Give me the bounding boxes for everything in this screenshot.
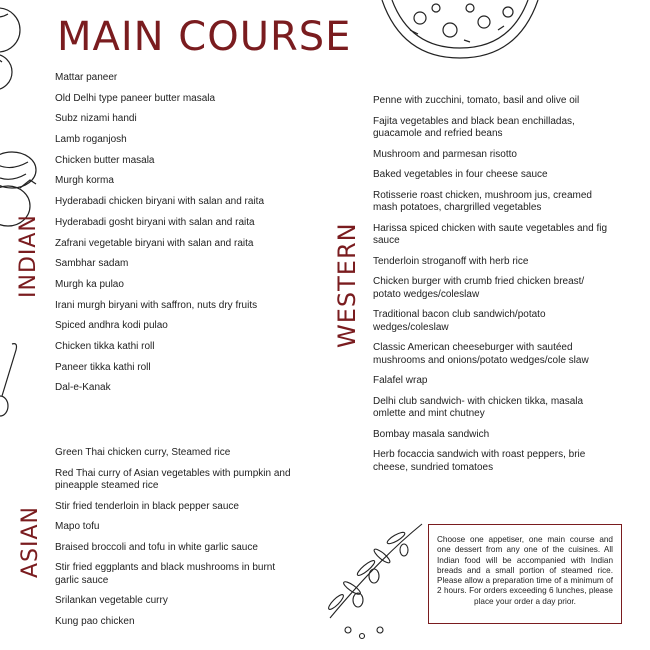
list-item: Chicken butter masala — [55, 154, 155, 166]
list-item: Braised broccoli and tofu in white garlic sauce — [55, 541, 258, 553]
list-item: Fajita vegetables and black bean enchilladas, guacamole and refried beans — [373, 115, 575, 139]
indian-list — [55, 72, 305, 395]
olive-branch-illustration — [300, 518, 430, 648]
list-item: Chicken burger with crumb fried chicken breast/ potato wedges/coleslaw — [373, 276, 585, 300]
list-item: Spiced andhra kodi pulao — [55, 320, 168, 332]
list-item: Lamb roganjosh — [55, 134, 127, 146]
list-item: Dal-e-Kanak — [55, 382, 111, 394]
list-item: Green Thai chicken curry, Steamed rice — [55, 447, 231, 458]
page-title: MAIN COURSE — [57, 14, 352, 60]
asian-list — [55, 447, 295, 628]
list-item: Red Thai curry of Asian vegetables with pumpkin and pineapple steamed rice — [55, 467, 291, 491]
list-item: Irani murgh biryani with saffron, nuts dry fruits — [55, 299, 258, 311]
list-item: Tenderloin stroganoff with herb rice — [373, 255, 529, 267]
list-item: Murgh ka pulao — [55, 278, 124, 290]
list-item: Kung pao chicken — [55, 615, 135, 627]
list-item: Bombay masala sandwich — [373, 428, 490, 440]
list-item: Herb focaccia sandwich with roast peppers, brie cheese, sundried tomatoes — [373, 449, 586, 473]
spoon-illustration — [0, 340, 24, 420]
list-item: Mapo tofu — [55, 521, 100, 532]
list-item: Paneer tikka kathi roll — [55, 361, 151, 373]
list-item: Delhi club sandwich- with chicken tikka, masala omlette and mint chutney — [373, 395, 584, 419]
section-label-indian: INDIAN — [16, 214, 41, 298]
list-item: Stir fried tenderloin in black pepper sauce — [55, 500, 239, 512]
list-item: Hyderabadi gosht biryani with salan and raita — [55, 216, 255, 228]
list-item: Srilankan vegetable curry — [55, 595, 168, 606]
tomato-illustration — [0, 0, 40, 100]
list-item: Murgh korma — [55, 175, 114, 187]
list-item: Penne with zucchini, tomato, basil and olive oil — [373, 95, 580, 106]
list-item: Falafel wrap — [373, 375, 428, 386]
list-item: Rotisserie roast chicken, mushroom jus, creamed mash potatoes, chargrilled vegetables — [373, 189, 592, 213]
list-item: Zafrani vegetable biryani with salan and raita — [55, 237, 254, 249]
list-item: Traditional bacon club sandwich/potato wedges/coleslaw — [373, 309, 546, 333]
list-item: Mushroom and parmesan risotto — [373, 148, 517, 160]
list-item: Chicken tikka kathi roll — [55, 340, 155, 352]
list-item: Old Delhi type paneer butter masala — [55, 92, 216, 104]
list-item: Stir fried eggplants and black mushrooms in burnt garlic sauce — [55, 562, 276, 586]
list-item: Sambhar sadam — [55, 258, 129, 270]
list-item: Classic American cheeseburger with sautéed mushrooms and onions/potato wedges/cole slaw — [373, 342, 589, 366]
order-note: Choose one appetiser, one main course and one dessert from any one of the cuisines. All Indian food will be accompanied with Indian breads and a small portion of steamed rice. Please allow a preparation time of a minimum of 2 hours. For orders exceeding 6 lunches, please place your order a day prior. — [428, 524, 622, 624]
list-item: Subz nizami handi — [55, 113, 137, 125]
pizza-illustration — [380, 0, 540, 62]
western-list — [373, 95, 613, 474]
list-item: Baked vegetables in four cheese sauce — [373, 169, 548, 180]
list-item: Harissa spiced chicken with saute vegetables and fig sauce — [373, 222, 608, 246]
section-label-asian: ASIAN — [18, 505, 43, 578]
list-item: Mattar paneer — [55, 72, 118, 83]
list-item: Hyderabadi chicken biryani with salan and raita — [55, 196, 265, 208]
section-label-western: WESTERN — [333, 222, 361, 348]
